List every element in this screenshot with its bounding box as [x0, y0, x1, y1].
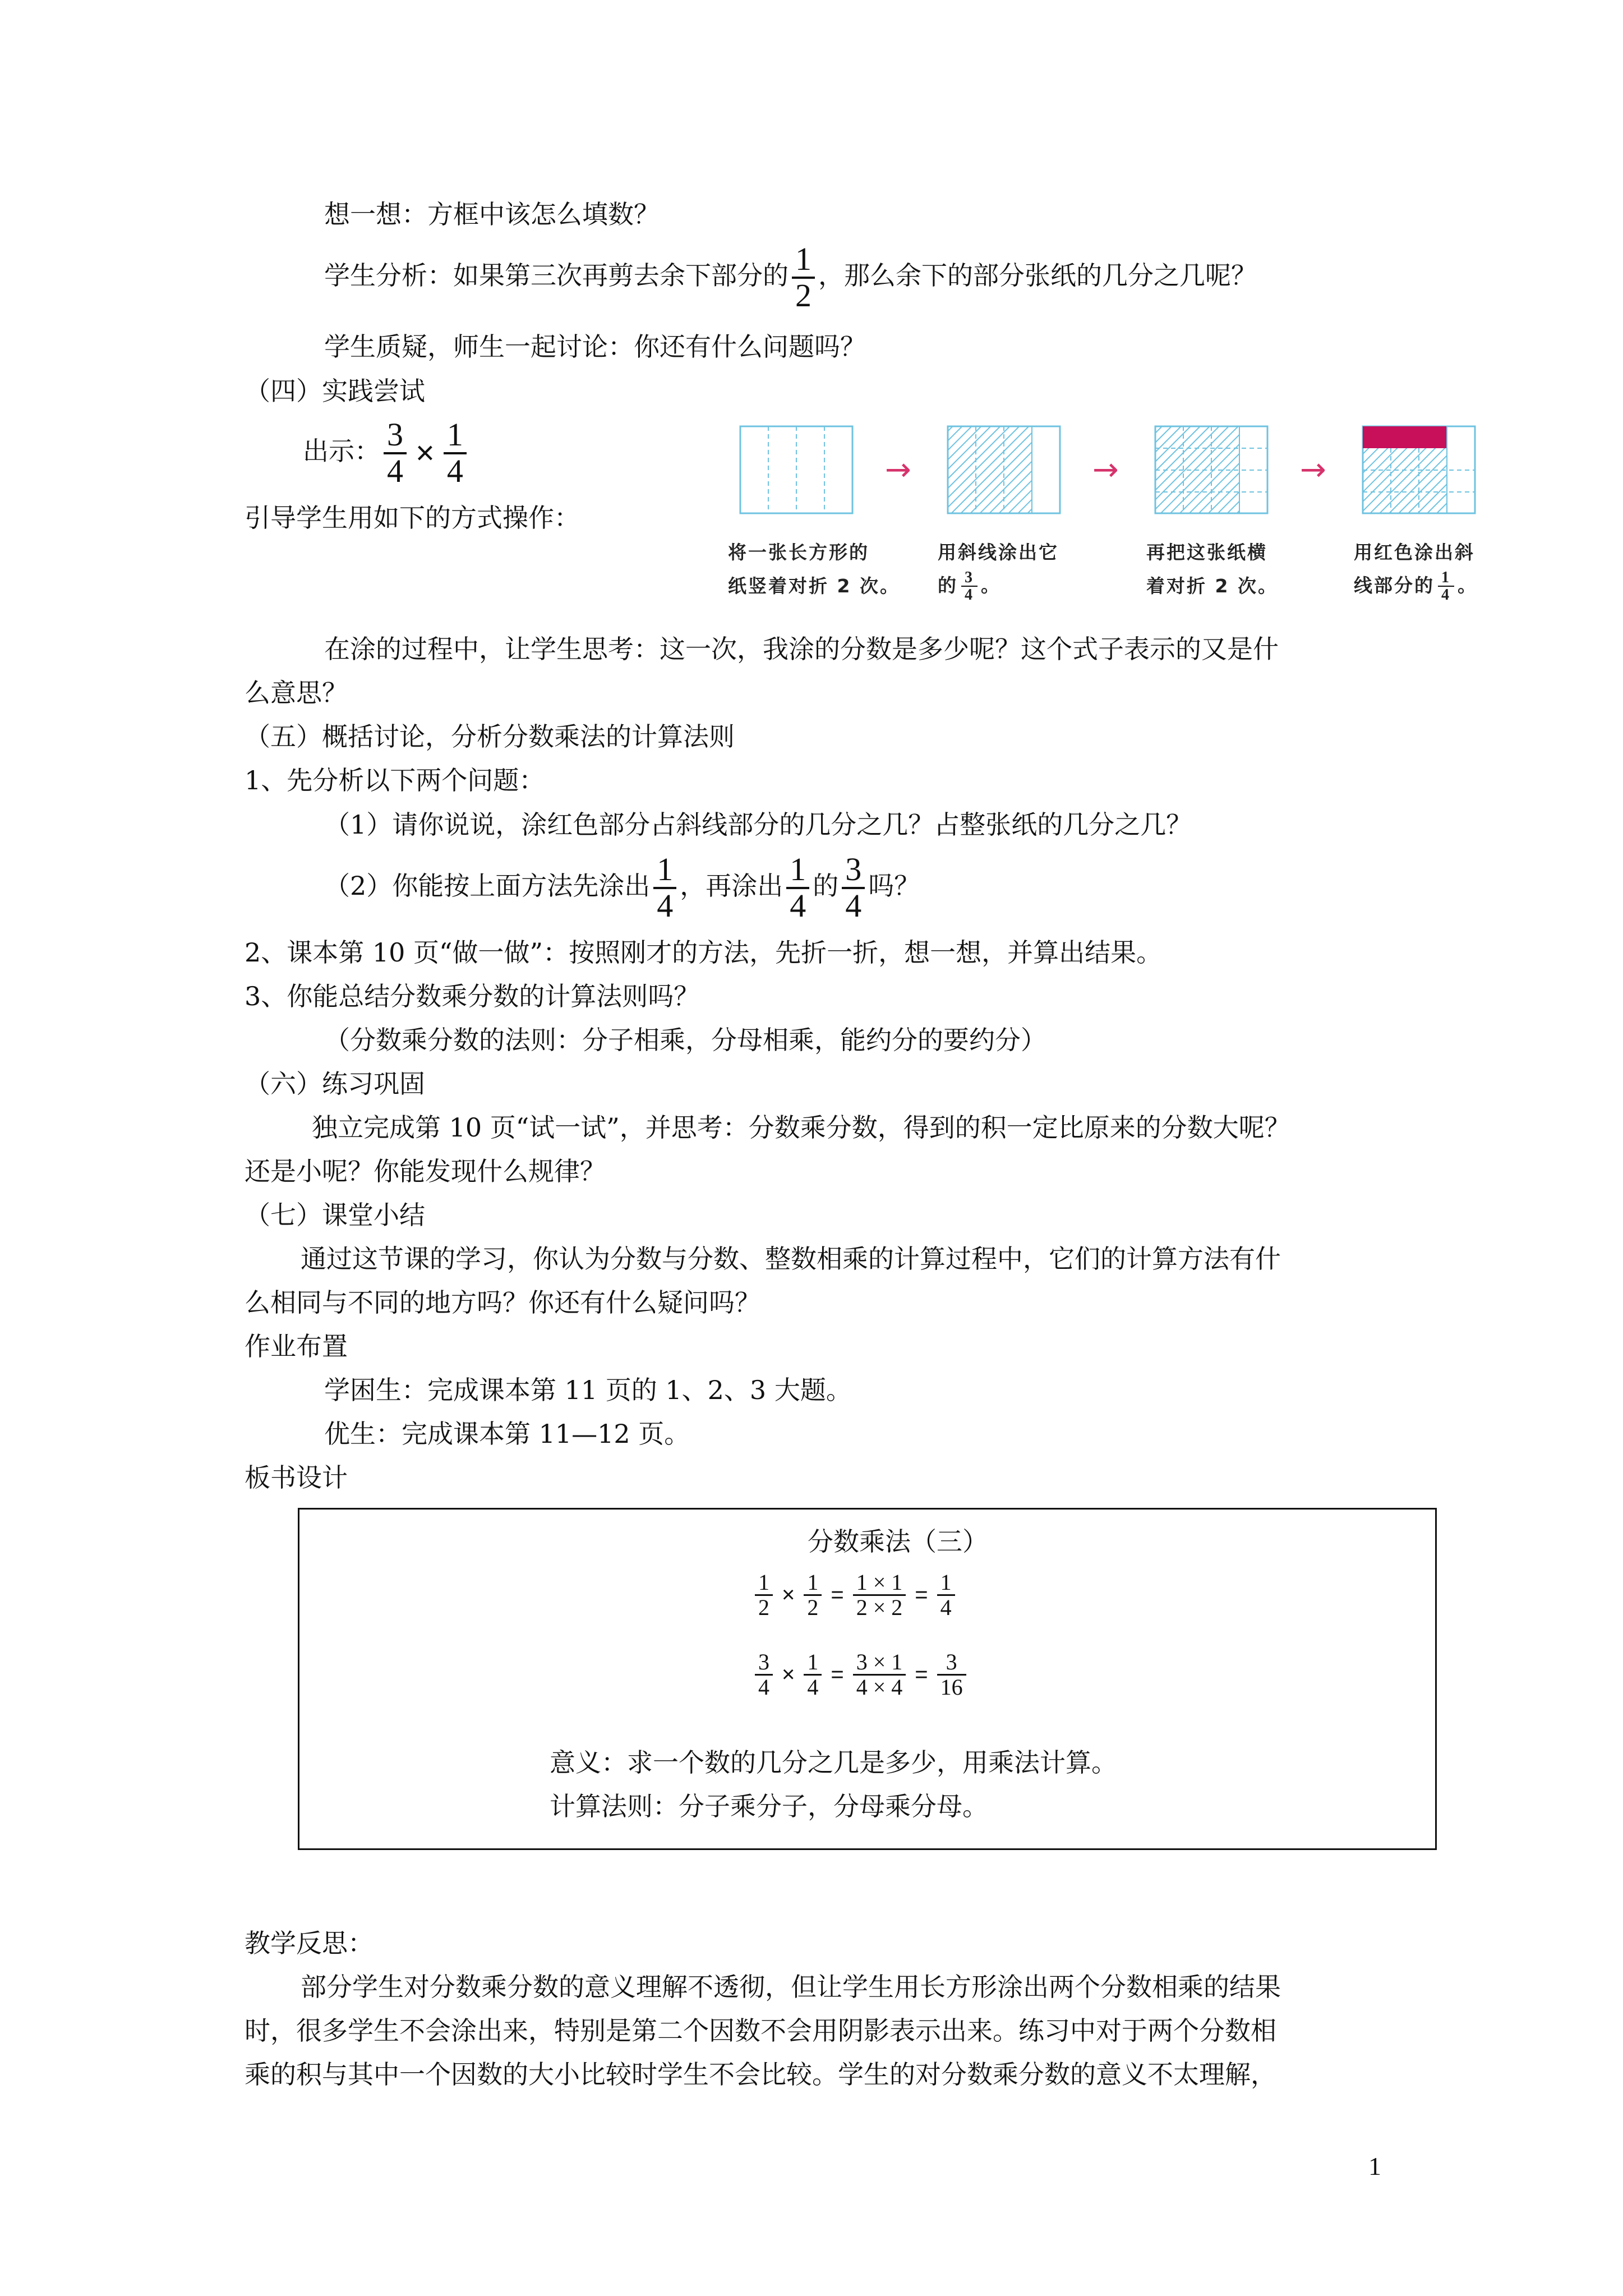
- equals-sign: =: [831, 1662, 844, 1687]
- denominator: 4: [755, 1674, 773, 1699]
- fraction-three-quarters: [842, 853, 865, 923]
- numerator: 1: [758, 1570, 769, 1595]
- times-sign: ×: [782, 1582, 795, 1607]
- text-part: ，再涂出: [680, 870, 783, 901]
- step4-caption-line2: [1354, 569, 1478, 604]
- step2-paper: [948, 426, 1060, 513]
- step2-caption-line1: 用斜线涂出它: [938, 541, 1059, 563]
- numerator: 1: [446, 416, 463, 453]
- question-1: （1）请你说说，涂红色部分占斜线部分的几分之几？占整张纸的几分之几？: [324, 809, 1192, 840]
- reflection-line-1: 部分学生对分数乘分数的意义理解不透彻，但让学生用长方形涂出两个分数相乘的结果: [301, 1972, 1281, 2002]
- step-1: 1、先分析以下两个问题：: [245, 765, 545, 795]
- fraction: [853, 1650, 906, 1699]
- numerator: 1: [657, 851, 674, 887]
- equals-sign: =: [915, 1662, 928, 1687]
- line-think-during-coloring-cont: 么意思？: [245, 678, 348, 708]
- text-part: 的: [813, 870, 839, 901]
- denominator: 4: [804, 1674, 822, 1699]
- denominator: 4: [384, 452, 407, 489]
- fraction-quarter: [653, 853, 676, 923]
- fraction: [937, 1571, 955, 1619]
- numerator: 3 × 1: [856, 1649, 903, 1674]
- page-number: 1: [1368, 2152, 1381, 2180]
- denominator: 2: [755, 1594, 773, 1619]
- board-equation-1: [751, 1571, 958, 1619]
- step-2: 2、课本第 10 页“做一做”：按照刚才的方法，先折一折，想一想，并算出结果。: [245, 937, 1163, 968]
- fraction-quarter: [444, 418, 467, 489]
- line-show-expression: [303, 418, 470, 489]
- numerator: 1: [807, 1649, 819, 1674]
- text-part: 。: [1458, 574, 1478, 596]
- board-title: 分数乘法（三）: [808, 1526, 988, 1557]
- step4-caption-line1: 用红色涂出斜: [1354, 541, 1475, 563]
- step1-caption-line2: 纸竖着对折 2 次。: [728, 575, 900, 597]
- exercise-line-1: 独立完成第 10 页“试一试”，并思考：分数乘分数，得到的积一定比原来的分数大呢？: [312, 1112, 1290, 1143]
- text-part: （2）你能按上面方法先涂出: [324, 870, 651, 901]
- board-meaning: 意义：求一个数的几分之几是多少，用乘法计算。: [550, 1747, 1117, 1778]
- step1-paper: [740, 426, 852, 513]
- equals-sign: =: [831, 1582, 844, 1607]
- denominator: 4: [786, 887, 809, 923]
- denominator: 4: [937, 1594, 955, 1619]
- denominator: 4: [961, 586, 978, 603]
- numerator: 1 × 1: [856, 1570, 903, 1595]
- reflection-line-3: 乘的积与其中一个因数的大小比较时学生不会比较。学生的对分数乘分数的意义不太理解，: [245, 2059, 1276, 2090]
- numerator: 1: [1441, 569, 1451, 586]
- text-part: 线部分的: [1354, 574, 1435, 596]
- fraction: [755, 1571, 773, 1619]
- fraction: [755, 1650, 773, 1699]
- text-part: 。: [981, 574, 1001, 596]
- denominator: 4 × 4: [853, 1674, 906, 1699]
- denominator: 16: [937, 1674, 966, 1699]
- numerator: 1: [795, 241, 811, 277]
- text-part: 出示：: [303, 435, 380, 466]
- step3-caption-line1: 再把这张纸横: [1146, 541, 1267, 563]
- arrow-icon: →: [1300, 452, 1326, 488]
- numerator: 3: [758, 1649, 769, 1674]
- board-equation-2: [751, 1650, 970, 1699]
- fraction-three-quarters: [384, 418, 407, 489]
- numerator: 3: [845, 851, 862, 887]
- step1-caption-line1: 将一张长方形的: [728, 541, 869, 563]
- times-sign: ×: [782, 1662, 795, 1687]
- board-rule: 计算法则：分子乘分子，分母乘分母。: [550, 1791, 988, 1821]
- line-guide: 引导学生用如下的方式操作：: [245, 503, 580, 533]
- step4-paper: [1363, 426, 1475, 513]
- denominator: 4: [444, 452, 467, 489]
- fraction-half: [792, 242, 815, 313]
- arrow-icon: →: [885, 452, 911, 488]
- times-sign: ×: [416, 434, 435, 471]
- fraction: [853, 1571, 906, 1619]
- question-2: [324, 853, 920, 923]
- heading-section-5: （五）概括讨论，分析分数乘法的计算法则: [245, 721, 735, 752]
- numerator: 1: [807, 1570, 819, 1595]
- step2-caption-line2: [938, 569, 1001, 604]
- equals-sign: =: [915, 1582, 928, 1607]
- fraction-three-quarters: [961, 569, 978, 604]
- line-think-during-coloring: 在涂的过程中，让学生思考：这一次，我涂的分数是多少呢？这个式子表示的又是什: [324, 634, 1279, 664]
- homework-advanced: 优生：完成课本第 11—12 页。: [324, 1419, 690, 1449]
- reflection-line-2: 时，很多学生不会涂出来，特别是第二个因数不会用阴影表示出来。练习中对于两个分数相: [245, 2016, 1276, 2046]
- denominator: 4: [653, 887, 676, 923]
- summary-line-1: 通过这节课的学习，你认为分数与分数、整数相乘的计算过程中，它们的计算方法有什: [301, 1244, 1281, 1274]
- numerator: 1: [790, 851, 806, 887]
- step3-paper: [1155, 426, 1267, 513]
- fraction-quarter: [786, 853, 809, 923]
- heading-section-4: （四）实践尝试: [245, 376, 425, 406]
- heading-homework: 作业布置: [245, 1331, 348, 1361]
- numerator: 3: [965, 569, 974, 586]
- fraction: [937, 1650, 966, 1699]
- summary-line-2: 么相同与不同的地方吗？你还有什么疑问吗？: [245, 1287, 760, 1318]
- multiplication-rule: （分数乘分数的法则：分子相乘，分母相乘，能约分的要约分）: [324, 1025, 1046, 1055]
- denominator: 2: [804, 1594, 822, 1619]
- denominator: 2 × 2: [853, 1594, 906, 1619]
- text-part: 的: [938, 574, 958, 596]
- line-think: 想一想：方框中该怎么填数？: [324, 199, 660, 229]
- numerator: 1: [940, 1570, 952, 1595]
- exercise-line-2: 还是小呢？你能发现什么规律？: [245, 1156, 606, 1186]
- heading-section-6: （六）练习巩固: [245, 1069, 425, 1099]
- denominator: 2: [792, 277, 815, 313]
- arrow-icon: →: [1092, 452, 1119, 488]
- heading-board-design: 板书设计: [245, 1462, 348, 1493]
- line-student-question: 学生质疑，师生一起讨论：你还有什么问题吗？: [324, 332, 866, 362]
- line-student-analysis: [324, 242, 1257, 313]
- fraction-quarter: [1438, 569, 1454, 604]
- fraction: [804, 1650, 822, 1699]
- heading-reflection: 教学反思：: [245, 1928, 374, 1958]
- fraction: [804, 1571, 822, 1619]
- text-part: 学生分析：如果第三次再剪去余下部分的: [324, 260, 789, 291]
- step-3: 3、你能总结分数乘分数的计算法则吗？: [245, 981, 700, 1011]
- heading-section-7: （七）课堂小结: [245, 1200, 425, 1230]
- numerator: 3: [387, 416, 403, 453]
- step3-caption-line2: 着对折 2 次。: [1146, 575, 1278, 597]
- denominator: 4: [842, 887, 865, 923]
- text-part: ，那么余下的部分张纸的几分之几呢？: [818, 260, 1257, 291]
- text-part: 吗？: [868, 870, 920, 901]
- homework-struggling: 学困生：完成课本第 11 页的 1、2、3 大题。: [324, 1375, 852, 1405]
- numerator: 3: [946, 1649, 957, 1674]
- denominator: 4: [1438, 586, 1454, 603]
